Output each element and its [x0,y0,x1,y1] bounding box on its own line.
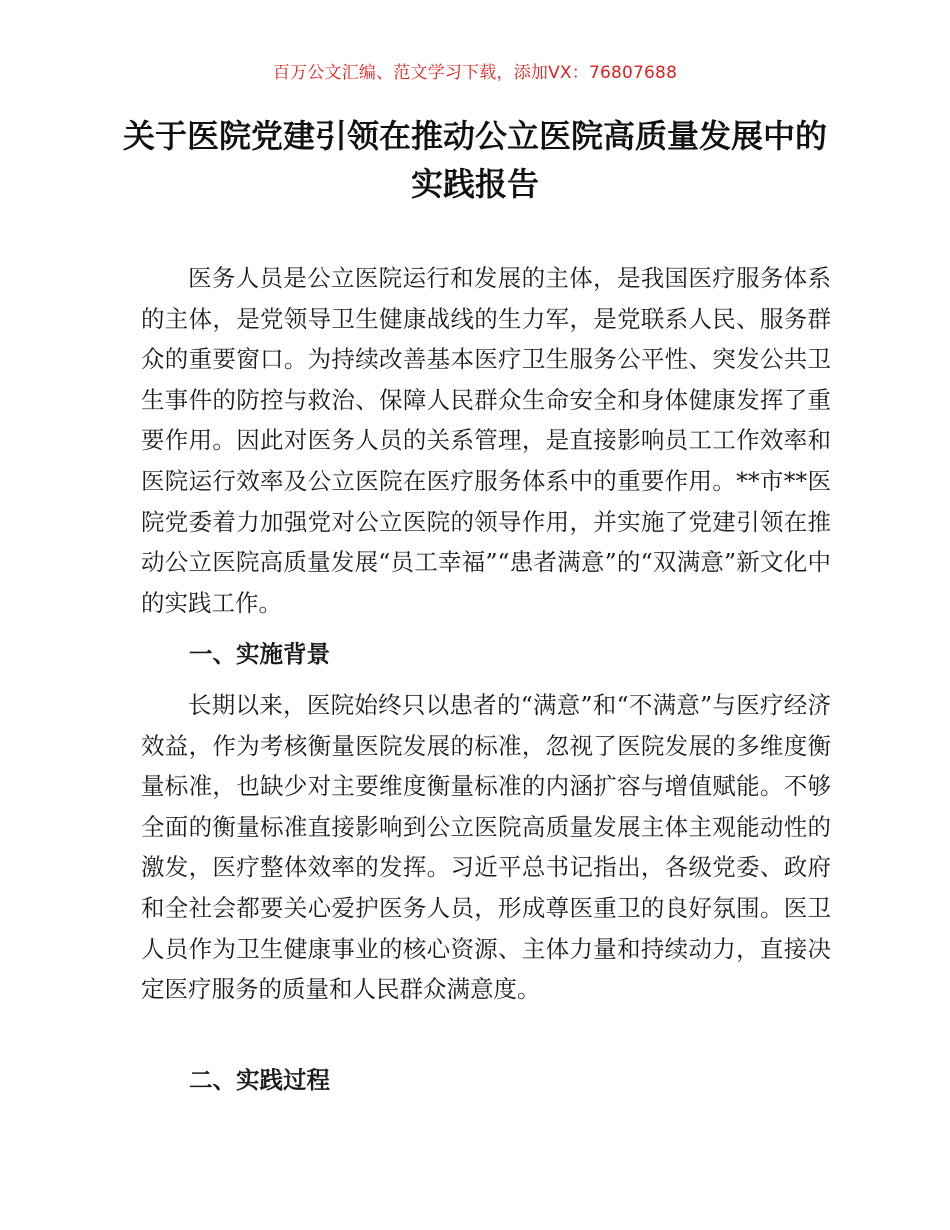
watermark-text: 百万公文汇编、范文学习下载，添加VX：76807688 [272,63,678,83]
body-paragraph-2: 长期以来，医院始终只以患者的“满意”和“不满意”与医疗经济效益，作为考核衡量医院发展的标准，忽视了医院发展的多维度衡量标准，也缺少对主要维度衡量标准的内涵扩容与增值赋能。不够全面的衡量标准直接影响到公立医院高质量发展主体主观能动性的激发，医疗整体效率的发挥。习近平总书记指出，各级党委、政府和全社会都要关心爱护医务人员，形成尊医重卫的良好氛围。医卫人员作为卫生健康事业的核心资源、主体力量和持续动力，直接决定医疗服务的质量和人民群众满意度。 [141,691,831,1004]
document-title: 关于医院党建引领在推动公立医院高质量发展中的实践报告 [122,117,827,203]
section-heading-2: 二、实践过程 [189,1066,330,1094]
section-heading-1: 一、实施背景 [189,640,330,668]
body-paragraph-1: 医务人员是公立医院运行和发展的主体，是我国医疗服务体系的主体，是党领导卫生健康战线的生力军，是党联系人民、服务群众的重要窗口。为持续改善基本医疗卫生服务公平性、突发公共卫生事件的防控与救治、保障人民群众生命安全和身体健康发挥了重要作用。因此对医务人员的关系管理，是直接影响员工工作效率和医院运行效率及公立医院在医疗服务体系中的重要作用。**市**医院党委着力加强党对公立医院的领导作用，并实施了党建引领在推动公立医院高质量发展“员工幸福”“患者满意”的“双满意”新文化中的实践工作。 [141,264,831,617]
